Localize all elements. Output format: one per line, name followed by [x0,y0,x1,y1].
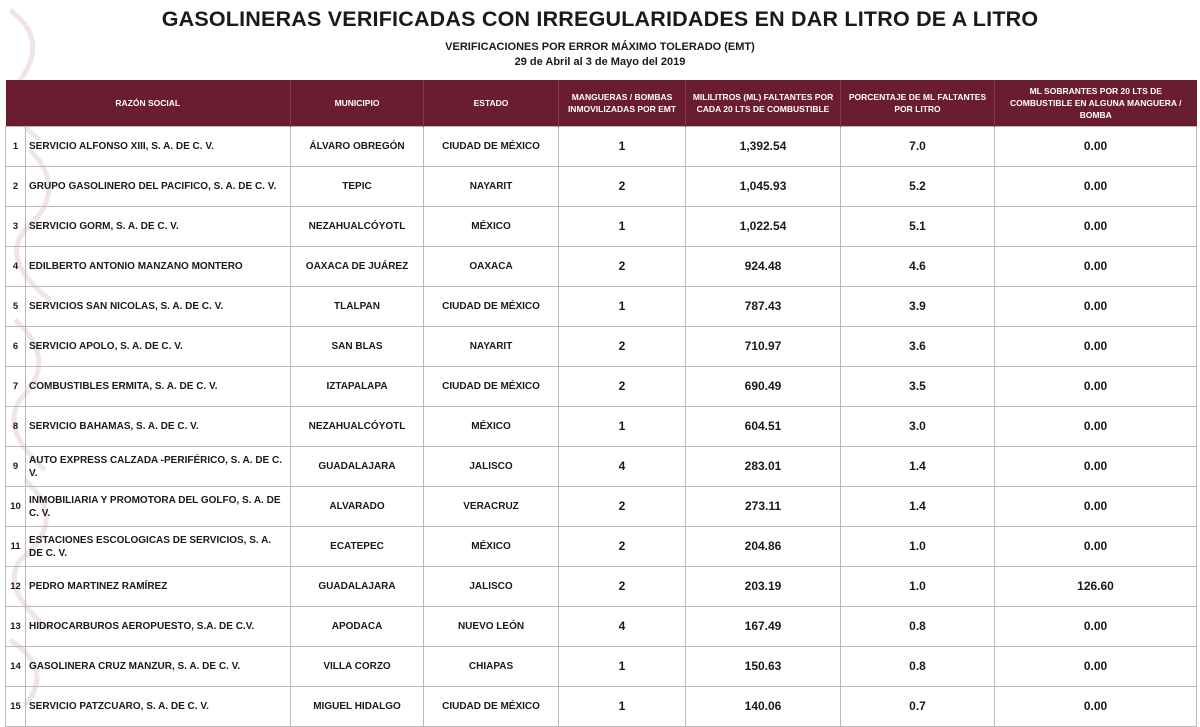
porcentaje-cell: 3.5 [841,367,995,407]
ml-faltantes-cell: 604.51 [686,407,841,447]
ml-faltantes-cell: 1,045.93 [686,167,841,207]
column-header-estado: ESTADO [424,80,559,127]
mangueras-cell: 1 [559,647,686,687]
table-row [6,207,1197,247]
ml-sobrantes-cell: 0.00 [995,367,1197,407]
table-row [6,247,1197,287]
column-header-municipio: MUNICIPIO [291,80,424,127]
ml-faltantes-cell: 690.49 [686,367,841,407]
ml-sobrantes-cell: 0.00 [995,247,1197,287]
estado-cell: CIUDAD DE MÉXICO [424,367,559,407]
row-number: 15 [6,687,26,727]
table-row [6,327,1197,367]
row-number: 11 [6,527,26,567]
mangueras-cell: 4 [559,447,686,487]
porcentaje-cell: 4.6 [841,247,995,287]
ml-sobrantes-cell: 0.00 [995,287,1197,327]
row-number: 13 [6,607,26,647]
mangueras-cell: 2 [559,327,686,367]
table-body [6,127,1197,727]
header-row [6,80,1197,127]
ml-sobrantes-cell: 0.00 [995,167,1197,207]
ml-faltantes-cell: 273.11 [686,487,841,527]
municipio-cell: SAN BLAS [291,327,424,367]
ml-faltantes-cell: 204.86 [686,527,841,567]
municipio-cell: NEZAHUALCÓYOTL [291,407,424,447]
column-header-porcentaje: PORCENTAJE DE ML FALTANTES POR LITRO [841,80,995,127]
mangueras-cell: 1 [559,287,686,327]
estado-cell: JALISCO [424,447,559,487]
row-number: 9 [6,447,26,487]
header [0,0,1200,70]
row-number: 4 [6,247,26,287]
municipio-cell: VILLA CORZO [291,647,424,687]
ml-faltantes-cell: 1,392.54 [686,127,841,167]
ml-sobrantes-cell: 0.00 [995,407,1197,447]
table-row [6,367,1197,407]
municipio-cell: ECATEPEC [291,527,424,567]
ml-sobrantes-cell: 0.00 [995,447,1197,487]
porcentaje-cell: 3.9 [841,287,995,327]
row-number: 14 [6,647,26,687]
municipio-cell: TEPIC [291,167,424,207]
porcentaje-cell: 3.6 [841,327,995,367]
ml-sobrantes-cell: 0.00 [995,487,1197,527]
mangueras-cell: 1 [559,207,686,247]
mangueras-cell: 2 [559,247,686,287]
table-row [6,647,1197,687]
table-row [6,167,1197,207]
estado-cell: MÉXICO [424,527,559,567]
municipio-cell: ÁLVARO OBREGÓN [291,127,424,167]
razon-social-cell: SERVICIO BAHAMAS, S. A. DE C. V. [26,407,291,447]
estado-cell: OAXACA [424,247,559,287]
date-range: 29 de Abril al 3 de Mayo del 2019 [514,56,686,68]
ml-sobrantes-cell: 0.00 [995,327,1197,367]
mangueras-cell: 1 [559,407,686,447]
razon-social-cell: ESTACIONES ESCOLOGICAS DE SERVICIOS, S. A. DE C. V. [26,527,291,567]
column-header-ml-sobrantes: ML SOBRANTES POR 20 LTS DE COMBUSTIBLE EN ALGUNA MANGUERA / BOMBA [995,80,1197,127]
estado-cell: MÉXICO [424,207,559,247]
porcentaje-cell: 1.4 [841,487,995,527]
porcentaje-cell: 3.0 [841,407,995,447]
ml-sobrantes-cell: 0.00 [995,127,1197,167]
results-table [5,80,1197,727]
ml-sobrantes-cell: 0.00 [995,607,1197,647]
mangueras-cell: 4 [559,607,686,647]
porcentaje-cell: 5.2 [841,167,995,207]
razon-social-cell: SERVICIOS SAN NICOLAS, S. A. DE C. V. [26,287,291,327]
estado-cell: JALISCO [424,567,559,607]
razon-social-cell: INMOBILIARIA Y PROMOTORA DEL GOLFO, S. A. DE C. V. [26,487,291,527]
porcentaje-cell: 7.0 [841,127,995,167]
results-table-container [5,80,1196,727]
estado-cell: VERACRUZ [424,487,559,527]
table-row [6,487,1197,527]
razon-social-cell: PEDRO MARTINEZ RAMÍREZ [26,567,291,607]
estado-cell: NAYARIT [424,327,559,367]
ml-faltantes-cell: 283.01 [686,447,841,487]
municipio-cell: GUADALAJARA [291,567,424,607]
mangueras-cell: 2 [559,367,686,407]
row-number: 1 [6,127,26,167]
ml-faltantes-cell: 140.06 [686,687,841,727]
mangueras-cell: 1 [559,127,686,167]
mangueras-cell: 2 [559,527,686,567]
ml-faltantes-cell: 167.49 [686,607,841,647]
ml-sobrantes-cell: 0.00 [995,527,1197,567]
ml-faltantes-cell: 150.63 [686,647,841,687]
row-number: 2 [6,167,26,207]
porcentaje-cell: 1.4 [841,447,995,487]
razon-social-cell: SERVICIO PATZCUARO, S. A. DE C. V. [26,687,291,727]
row-number: 5 [6,287,26,327]
table-row [6,607,1197,647]
estado-cell: CHIAPAS [424,647,559,687]
row-number: 3 [6,207,26,247]
row-number: 10 [6,487,26,527]
razon-social-cell: SERVICIO GORM, S. A. DE C. V. [26,207,291,247]
row-number: 7 [6,367,26,407]
ml-faltantes-cell: 924.48 [686,247,841,287]
razon-social-cell: GRUPO GASOLINERO DEL PACIFICO, S. A. DE C. V. [26,167,291,207]
porcentaje-cell: 1.0 [841,527,995,567]
mangueras-cell: 2 [559,487,686,527]
estado-cell: MÉXICO [424,407,559,447]
mangueras-cell: 2 [559,567,686,607]
column-header-ml-faltantes: MILILITROS (ML) FALTANTES POR CADA 20 LTS DE COMBUSTIBLE [686,80,841,127]
municipio-cell: APODACA [291,607,424,647]
page-title: GASOLINERAS VERIFICADAS CON IRREGULARIDADES EN DAR LITRO DE A LITRO [161,7,1039,31]
column-header-razon-social: RAZÓN SOCIAL [6,80,291,127]
table-row [6,567,1197,607]
column-header-mangueras: MANGUERAS / BOMBAS INMOVILIZADAS POR EMT [559,80,686,127]
mangueras-cell: 2 [559,167,686,207]
municipio-cell: NEZAHUALCÓYOTL [291,207,424,247]
municipio-cell: MIGUEL HIDALGO [291,687,424,727]
ml-sobrantes-cell: 0.00 [995,207,1197,247]
ml-faltantes-cell: 203.19 [686,567,841,607]
razon-social-cell: SERVICIO ALFONSO XIII, S. A. DE C. V. [26,127,291,167]
ml-faltantes-cell: 710.97 [686,327,841,367]
table-row [6,447,1197,487]
razon-social-cell: GASOLINERA CRUZ MANZUR, S. A. DE C. V. [26,647,291,687]
razon-social-cell: HIDROCARBUROS AEROPUESTO, S.A. DE C.V. [26,607,291,647]
mangueras-cell: 1 [559,687,686,727]
razon-social-cell: AUTO EXPRESS CALZADA -PERIFÉRICO, S. A. DE C. V. [26,447,291,487]
razon-social-cell: EDILBERTO ANTONIO MANZANO MONTERO [26,247,291,287]
estado-cell: NUEVO LEÓN [424,607,559,647]
ml-sobrantes-cell: 0.00 [995,687,1197,727]
page-subtitle: VERIFICACIONES POR ERROR MÁXIMO TOLERADO (EMT) [445,41,755,53]
municipio-cell: ALVARADO [291,487,424,527]
porcentaje-cell: 0.7 [841,687,995,727]
razon-social-cell: COMBUSTIBLES ERMITA, S. A. DE C. V. [26,367,291,407]
porcentaje-cell: 0.8 [841,607,995,647]
ml-faltantes-cell: 1,022.54 [686,207,841,247]
municipio-cell: OAXACA DE JUÁREZ [291,247,424,287]
ml-faltantes-cell: 787.43 [686,287,841,327]
municipio-cell: GUADALAJARA [291,447,424,487]
table-row [6,287,1197,327]
porcentaje-cell: 5.1 [841,207,995,247]
table-row [6,127,1197,167]
ml-sobrantes-cell: 0.00 [995,647,1197,687]
estado-cell: CIUDAD DE MÉXICO [424,687,559,727]
razon-social-cell: SERVICIO APOLO, S. A. DE C. V. [26,327,291,367]
row-number: 6 [6,327,26,367]
estado-cell: CIUDAD DE MÉXICO [424,287,559,327]
table-row [6,687,1197,727]
porcentaje-cell: 0.8 [841,647,995,687]
table-row [6,527,1197,567]
municipio-cell: TLALPAN [291,287,424,327]
row-number: 8 [6,407,26,447]
municipio-cell: IZTAPALAPA [291,367,424,407]
ml-sobrantes-cell: 126.60 [995,567,1197,607]
estado-cell: NAYARIT [424,167,559,207]
row-number: 12 [6,567,26,607]
porcentaje-cell: 1.0 [841,567,995,607]
estado-cell: CIUDAD DE MÉXICO [424,127,559,167]
table-row [6,407,1197,447]
